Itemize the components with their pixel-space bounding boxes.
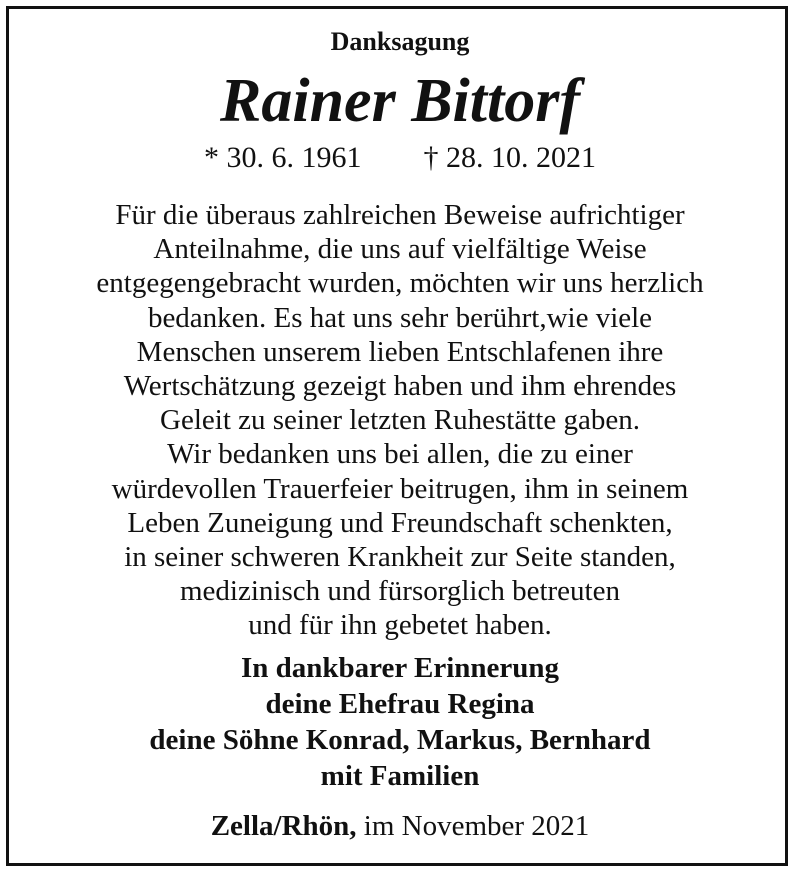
- family-signoff: [0, 650, 800, 794]
- thanks-line: entgegengebracht wurden, möchten wir uns herzlich: [96, 267, 704, 300]
- thanks-line: Wir bedanken uns bei allen, die zu einer: [167, 438, 633, 471]
- signoff-line: deine Söhne Konrad, Markus, Bernhard: [149, 724, 651, 756]
- notice-heading: Danksagung: [330, 27, 470, 56]
- notice-date: im November 2021: [363, 810, 590, 842]
- deceased-name: Rainer Bittorf: [219, 67, 580, 135]
- life-dates: [0, 140, 800, 176]
- birth-date: * 30. 6. 1961: [204, 141, 362, 174]
- thanks-line: Leben Zuneigung und Freundschaft schenkten,: [127, 506, 673, 539]
- signoff-line: deine Ehefrau Regina: [265, 688, 535, 720]
- thanks-line: in seiner schweren Krankheit zur Seite standen,: [124, 541, 676, 574]
- place-date-line: [0, 808, 800, 844]
- thanks-line: medizinisch und fürsorglich betreuten: [180, 575, 620, 608]
- thanks-line: bedanken. Es hat uns sehr berührt,wie viele: [147, 301, 653, 334]
- thanks-line: Menschen unserem lieben Entschlafenen ihre: [136, 335, 664, 368]
- thanks-line: würdevollen Trauerfeier beitrugen, ihm in seinem: [111, 472, 689, 505]
- thanks-line: und für ihn gebetet haben.: [248, 609, 552, 642]
- place-name: Zella/Rhön,: [210, 810, 357, 842]
- thanks-text: [20, 198, 780, 643]
- thanks-line: Wertschätzung gezeigt haben und ihm ehrendes: [123, 370, 677, 403]
- thanks-line: Geleit zu seiner letzten Ruhestätte gaben.: [160, 404, 640, 437]
- death-date: † 28. 10. 2021: [423, 141, 596, 174]
- signoff-line: In dankbarer Erinnerung: [240, 652, 560, 684]
- thanks-line: Für die überaus zahlreichen Beweise aufrichtiger: [115, 199, 685, 231]
- thanks-line: Anteilnahme, die uns auf vielfältige Weise: [153, 233, 647, 266]
- signoff-line: mit Familien: [320, 760, 480, 792]
